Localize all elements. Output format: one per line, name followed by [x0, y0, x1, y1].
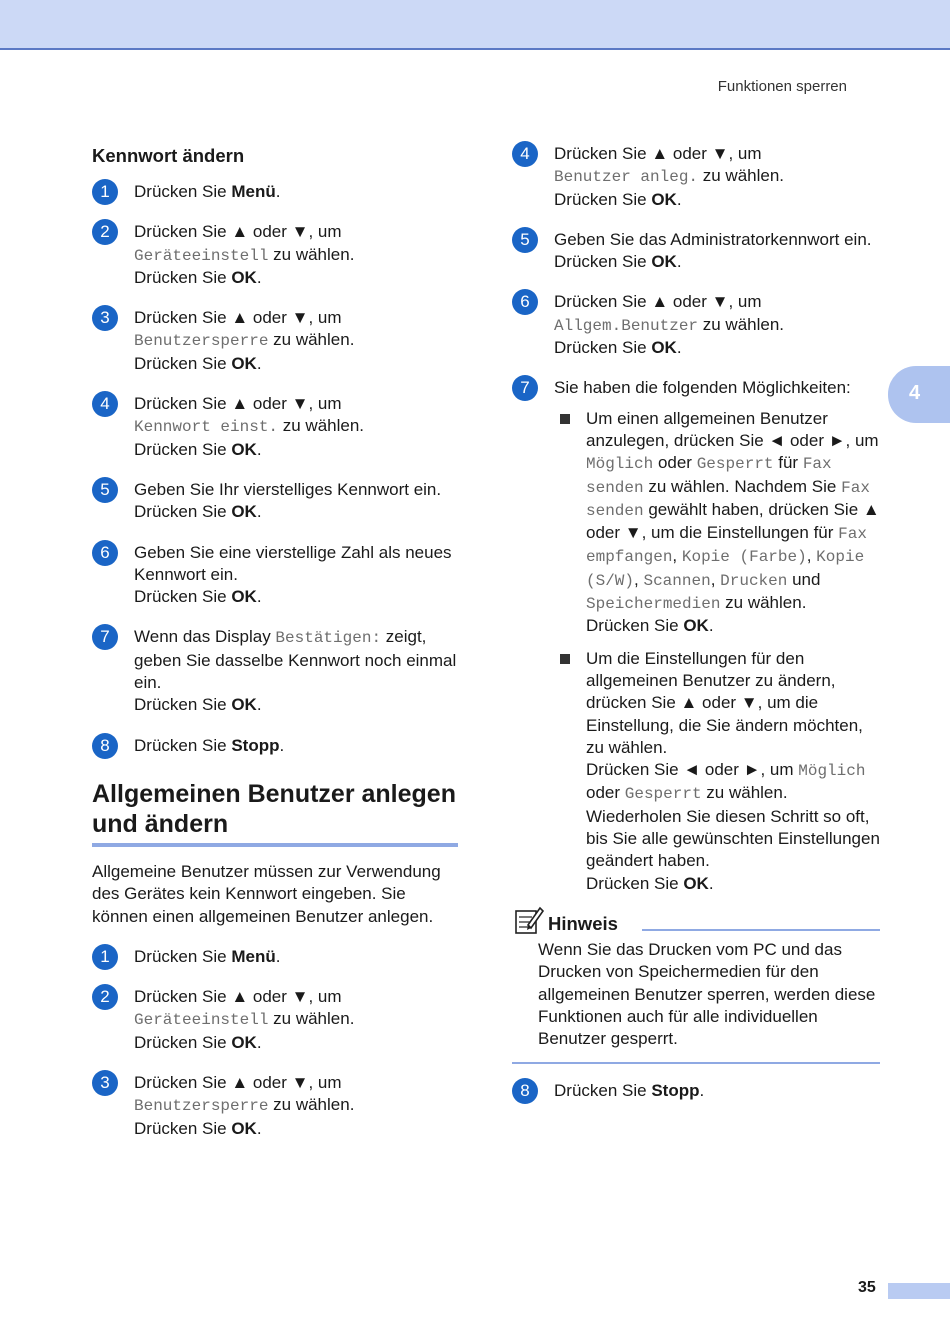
step-text: Drücken Sie [134, 353, 232, 373]
step-text: Drücken Sie [134, 502, 232, 522]
display-text: Scannen [643, 571, 711, 590]
step-text: zu wählen. [268, 1095, 355, 1115]
step [92, 986, 462, 1054]
step [92, 393, 462, 461]
step-text: Drücken Sie [554, 189, 652, 209]
step-text: Sie haben die folgenden Möglichkeiten: [554, 378, 851, 398]
bullet-text: , [710, 569, 721, 589]
step-key: Stopp [651, 1081, 700, 1101]
step-number-badge: 1 [92, 944, 118, 970]
bullet-text: , [672, 546, 682, 566]
right-column [512, 143, 884, 1121]
display-text: Möglich [798, 762, 866, 781]
display-text: Gesperrt [696, 455, 774, 474]
step-text: Drücken Sie [134, 267, 232, 287]
display-text: Geräteeinstell [134, 246, 269, 265]
step-key: OK [231, 502, 257, 522]
step-text: . [256, 267, 262, 287]
step-text: zu wählen. [278, 416, 365, 436]
step-text: zeigt, geben Sie dasselbe Kennwort noch einmal ein. [134, 627, 457, 693]
step-text: Drücken Sie ▲ oder ▼, um [134, 1073, 342, 1093]
display-text: Benutzer anleg. [554, 168, 699, 187]
display-text: Bestätigen: [275, 629, 382, 648]
step-key: OK [231, 267, 257, 287]
step [512, 1080, 884, 1102]
display-text: Benutzersperre [134, 1097, 269, 1116]
bullet-text: Drücken Sie ◄ oder ►, um [586, 760, 799, 780]
bullet-text: , [634, 569, 644, 589]
step [92, 735, 462, 757]
bullet-text: , [806, 546, 817, 566]
step-text: Drücken Sie [554, 1081, 652, 1101]
step [92, 181, 462, 203]
display-text: Benutzersperre [134, 332, 269, 351]
step-text: zu wählen. [268, 244, 355, 264]
step-number-badge: 2 [92, 984, 118, 1010]
step-key: OK [651, 338, 677, 358]
step-text: . [699, 1081, 705, 1101]
step-key: OK [651, 252, 677, 272]
step-number-badge: 3 [92, 305, 118, 331]
chapter-tab [888, 366, 950, 423]
step-number-badge: 7 [92, 624, 118, 650]
step-text: Geben Sie Ihr vierstelliges Kennwort ein. [134, 479, 442, 499]
left-column [92, 145, 462, 1158]
footer-bar [888, 1283, 950, 1299]
step [92, 542, 462, 609]
step-text: zu wählen. [698, 314, 785, 334]
step-text: Drücken Sie ▲ oder ▼, um [554, 292, 762, 312]
step-text: . [279, 735, 285, 755]
step-number-badge: 5 [512, 227, 538, 253]
step-number-badge: 6 [92, 540, 118, 566]
step-key: OK [683, 616, 709, 636]
bullet-text: oder [653, 453, 697, 473]
step-text: Drücken Sie ▲ oder ▼, um [134, 394, 342, 414]
step-text: Drücken Sie [134, 439, 232, 459]
bullet-text: oder [586, 783, 625, 803]
step-key: OK [683, 873, 709, 893]
display-text: Möglich [586, 455, 654, 474]
bullet-text: Um die Einstellungen für den allgemeinen Benutzer zu ändern, drücken Sie ▲ oder ▼, um die Einstellung, die Sie ändern möchten, zu wählen. [586, 648, 863, 757]
step-text: Geben Sie eine vierstellige Zahl als neues Kennwort ein. [134, 542, 452, 584]
display-text: Drucken [720, 571, 788, 590]
running-head: Funktionen sperren [717, 78, 847, 95]
bullet-text: gewählt haben, drücken Sie ▲ oder ▼, um die Einstellungen für [586, 499, 880, 543]
bullet-square-icon [560, 414, 570, 424]
intro-paragraph: Allgemeine Benutzer müssen zur Verwendung des Gerätes kein Kennwort eingeben. Sie können einen allgemeinen Benutzer anlegen. [92, 861, 441, 926]
step [92, 1072, 462, 1140]
step-number-badge: 8 [512, 1078, 538, 1104]
step-number-badge: 6 [512, 289, 538, 315]
step-key: Menü [231, 946, 276, 966]
step-text: Drücken Sie [134, 946, 232, 966]
note-text: Wenn Sie das Drucken vom PC und das Drucken von Speichermedien für den allgemeinen Benutzer sperren, werden diese Funktionen auch für alle individuellen Benutzer gesperrt. [538, 939, 876, 1049]
step-key: OK [231, 695, 257, 715]
step [92, 626, 462, 716]
step-text: . [256, 1032, 262, 1052]
step-text: Drücken Sie [134, 695, 232, 715]
step [92, 479, 462, 524]
note-header [512, 905, 884, 937]
section-rule [92, 843, 458, 847]
step [92, 221, 462, 289]
page-number: 35 [858, 1279, 876, 1296]
step [512, 291, 884, 359]
step-text: Geben Sie das Administratorkennwort ein. [554, 229, 872, 249]
step-text: . [256, 353, 262, 373]
step-text: . [676, 252, 682, 272]
step-number-badge: 2 [92, 219, 118, 245]
bullet-text: Drücken Sie [586, 616, 684, 636]
step-text: . [676, 189, 682, 209]
step-text: . [256, 695, 262, 715]
list-item [560, 408, 884, 638]
step-text: Drücken Sie [134, 735, 232, 755]
step-key: OK [231, 353, 257, 373]
display-text: Kopie (S/W) [586, 548, 865, 590]
step [512, 229, 884, 274]
note-bottom-rule [512, 1062, 880, 1064]
note-pencil-icon [514, 905, 544, 935]
step-text: Wenn das Display [134, 627, 276, 647]
display-text: Speichermedien [586, 595, 721, 614]
step-text: Drücken Sie [134, 182, 232, 201]
step-text: Drücken Sie ▲ oder ▼, um [134, 987, 342, 1007]
bullet-text: und [787, 569, 821, 589]
step-text: zu wählen. [268, 330, 355, 350]
display-text: Fax senden [586, 478, 870, 520]
display-text: Kopie (Farbe) [681, 548, 807, 567]
step-number-badge: 8 [92, 733, 118, 759]
display-text: Allgem.Benutzer [554, 316, 699, 335]
step-key: Menü [231, 182, 276, 201]
step-text: . [256, 1118, 262, 1138]
option-list [554, 408, 884, 895]
chapter-number: 4 [909, 382, 921, 404]
bullet-text: Drücken Sie [586, 873, 684, 893]
step-number-badge: 4 [512, 141, 538, 167]
step-key: Stopp [231, 735, 280, 755]
section-title: Allgemeinen Benutzer anlegen und ändern [92, 779, 456, 838]
bullet-text: für [773, 453, 803, 473]
step-text: . [275, 182, 281, 201]
display-text: Fax empfangen [586, 525, 867, 567]
step-text: Drücken Sie [554, 252, 652, 272]
display-text: Geräteeinstell [134, 1011, 269, 1030]
step [92, 946, 462, 968]
step [92, 307, 462, 375]
display-text: Gesperrt [624, 785, 702, 804]
bullet-text: Wiederholen Sie diesen Schritt so oft, bis Sie alle gewünschten Einstellungen geändert haben. [586, 806, 880, 871]
note-title: Hinweis [548, 912, 618, 934]
step-key: OK [231, 1118, 257, 1138]
bullet-text: . [708, 873, 714, 893]
display-text: Kennwort einst. [134, 418, 279, 437]
step [512, 377, 884, 399]
note-rule [642, 929, 880, 931]
step-number-badge: 1 [92, 179, 118, 205]
top-banner [0, 0, 950, 50]
step-text: zu wählen. [698, 166, 785, 186]
step-text: Drücken Sie [134, 1032, 232, 1052]
step-text: . [275, 946, 281, 966]
step-text: Drücken Sie ▲ oder ▼, um [134, 308, 342, 328]
bullet-square-icon [560, 654, 570, 664]
step-text: Drücken Sie ▲ oder ▼, um [554, 144, 762, 163]
bullet-text: . [708, 616, 714, 636]
step-number-badge: 5 [92, 477, 118, 503]
step-text: . [256, 502, 262, 522]
step-number-badge: 7 [512, 375, 538, 401]
step-text: Drücken Sie [554, 338, 652, 358]
step [512, 143, 884, 211]
step-text: . [256, 587, 262, 607]
step-number-badge: 3 [92, 1070, 118, 1096]
bullet-text: zu wählen. [720, 593, 807, 613]
step-number-badge: 4 [92, 391, 118, 417]
step-key: OK [231, 587, 257, 607]
display-text: Fax senden [586, 455, 832, 497]
bullet-text: zu wählen. Nachdem Sie [643, 476, 842, 496]
bullet-text: Um einen allgemeinen Benutzer anzulegen, drücken Sie ◄ oder ►, um [586, 408, 879, 450]
step-text: . [256, 439, 262, 459]
step-text: Drücken Sie [134, 1118, 232, 1138]
list-item [560, 648, 884, 895]
step-key: OK [231, 1032, 257, 1052]
note-box [512, 905, 884, 1064]
subheading-change-password: Kennwort ändern [92, 145, 245, 166]
step-key: OK [231, 439, 257, 459]
step-text: zu wählen. [268, 1009, 355, 1029]
step-key: OK [651, 189, 677, 209]
step-text: Drücken Sie [134, 587, 232, 607]
step-text: Drücken Sie ▲ oder ▼, um [134, 222, 342, 242]
step-text: . [676, 338, 682, 358]
bullet-text: zu wählen. [701, 783, 788, 803]
